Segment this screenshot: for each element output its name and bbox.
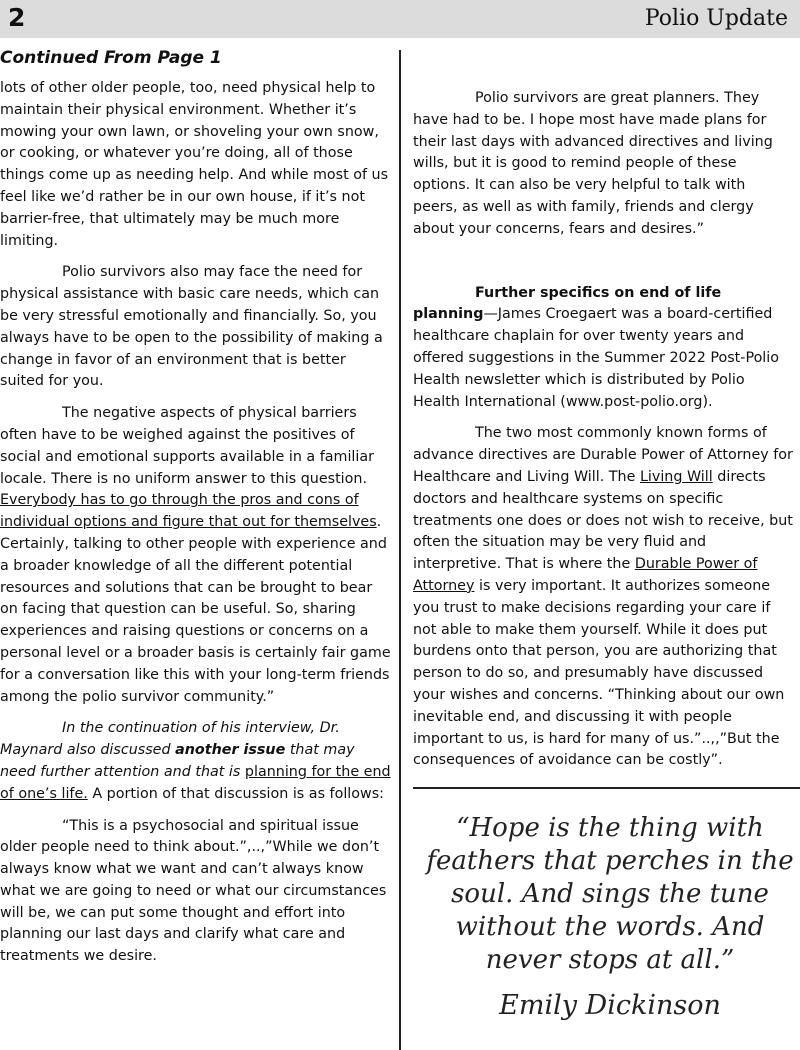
right-column bbox=[413, 88, 793, 782]
text-run: . Certainly, talking to other people with experience and a broader knowledge of all the different potential resources and solutions that can be brought to bear on facing that question can be useful. So, sharing experiences and raising questions or concerns on a personal level or a broader basis is certainly fair game for a conversation like this with your long-term friends among the polio survivor community.” bbox=[0, 514, 391, 705]
quote-text: “Hope is the thing with feathers that perches in the soul. And sings the tune without the words. And never stops at all.” bbox=[426, 813, 794, 975]
paragraph: Polio survivors are great planners. They have had to be. I hope most have made plans for their last days with advanced directives and living wills, but it is good to remind people of these options. It can also be very helpful to talk with peers, as well as with family, friends and clergy about your concerns, fears and desires.” bbox=[413, 90, 773, 237]
paragraph: Polio survivors also may face the need for physical assistance with basic care needs, which can be very stressful emotionally and financially. So, you always have to be open to the possibility of making a change in favor of an environment that is better suited for you. bbox=[0, 264, 383, 390]
bold-text: Further specifics on end of life planning bbox=[413, 284, 722, 323]
paragraph: lots of other older people, too, need physical help to maintain their physical environment. Whether it’s mowing your own lawn, or shoveling your own snow, or cooking, or whatever you’re doing, all of those things come up as needing help. And while most of us feel like we’d rather be in our own house, if it’s not barrier-free, that ultimately may be much more limiting. bbox=[0, 80, 389, 249]
publication-title: Polio Update bbox=[644, 6, 788, 31]
text-run: In the continuation of his interview, Dr. Maynard also discussed bbox=[0, 720, 340, 759]
underlined-text: Living Will bbox=[639, 468, 713, 485]
text-run: The negative aspects of physical barriers often have to be weighed against the positives of social and emotional supports available in a familiar locale. There is no uniform answer to this question. bbox=[0, 405, 375, 487]
underlined-text: Everybody has to go through the pros and cons of individual options and figure that out for themselves bbox=[0, 492, 377, 531]
left-column bbox=[0, 46, 392, 978]
horizontal-rule bbox=[413, 787, 800, 789]
page-header bbox=[0, 0, 800, 38]
text-run: is very important. It authorizes someone you trust to make decisions regarding your care if not able to make them yourself. While it does put burdens onto that person, you are authorizing that person to do so, and presumably have discussed your wishes and concerns. “Thinking about our own inevitable end, and discussing it with people important to us, is hard for many of us.”..,,”But the consequences of avoidance can be costly”. bbox=[413, 577, 785, 769]
underlined-text: planning for the end of one’s life. bbox=[0, 763, 391, 802]
paragraph: “This is a psychosocial and spiritual issue older people need to think about.”,..,”While we don’t always know what we want and can’t always know what we are going to need or what our circumstances will be, we can put some thought and effort into planning our last days and clarify what care and treatments we desire. bbox=[0, 817, 387, 965]
text-run: A portion of that discussion is as follows: bbox=[87, 785, 384, 802]
underlined-text: Durable Power of Attorney bbox=[413, 556, 758, 594]
quote-author: Emily Dickinson bbox=[499, 990, 721, 1021]
text-run: that may need further attention and that is bbox=[0, 742, 355, 780]
text-run: The two most commonly known forms of advance directives are Durable Power of Attorney for Healthcare and Living Will. The bbox=[413, 425, 793, 485]
text-run: directs doctors and healthcare systems on specific treatments one does or does not wish to receive, but often the situation may be very fluid and interpretive. That is where the bbox=[413, 468, 793, 573]
paragraph bbox=[413, 283, 793, 414]
paragraph bbox=[0, 718, 392, 805]
paragraph bbox=[413, 423, 793, 772]
paragraph bbox=[0, 403, 392, 708]
text-run: —James Croegaert was a board-certified healthcare chaplain for over twenty years and offered suggestions in the Summer 2022 Post-Polio Health newsletter which is distributed by Polio Health International (www.post-polio.org). bbox=[413, 306, 780, 410]
page-number: 2 bbox=[8, 3, 26, 32]
continued-heading: Continued From Page 1 bbox=[0, 48, 222, 68]
bold-text: another issue bbox=[175, 742, 286, 759]
column-divider bbox=[399, 50, 401, 1050]
